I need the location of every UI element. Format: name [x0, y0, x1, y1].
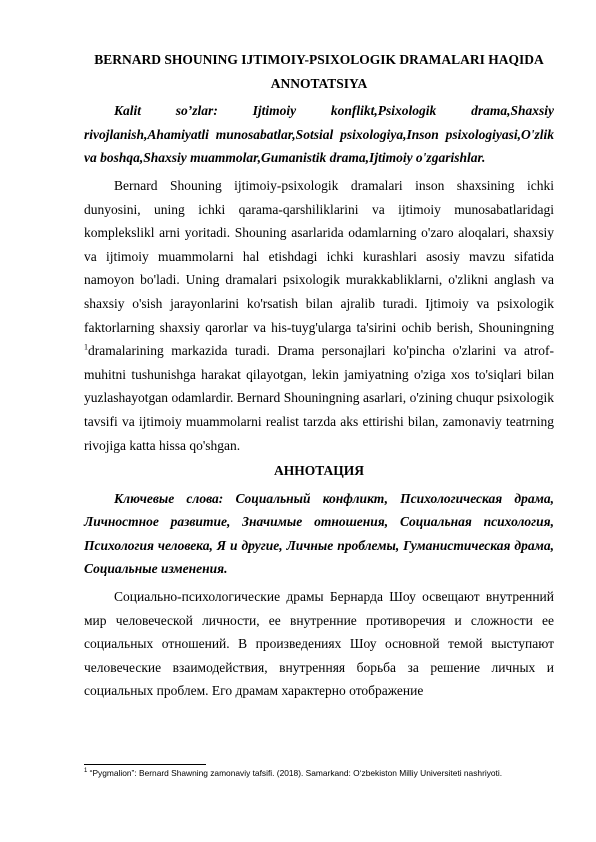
- footnote-reference[interactable]: 1: [84, 342, 88, 352]
- uz-abstract-paragraph: [84, 174, 554, 457]
- footnote: [84, 767, 564, 779]
- uz-title-line2: ANNOTATSIYA: [270, 75, 368, 91]
- uz-abstract-text-2: dramalarining markazida turadi. Drama personajlari ko'pincha o'zlarini va atrof-muhitni tushunishga harakat qilayotgan, lekin jamiyatning o'ziga xos to'siqlari bilan yuzlashayotgan odamlardir. Bernard Shouningning asarlari, o'zining chuqur psixologik tavsifi va ijtimoiy muammolarni realist tarzda aks ettirishi bilan, zamonaviy teatrning rivojiga katta hissa qo'shgan.: [84, 343, 554, 453]
- footnote-mark: 1: [84, 768, 88, 775]
- document-page: [84, 48, 554, 703]
- ru-heading: АННОТАЦИЯ: [273, 463, 365, 479]
- uz-title-line1: BERNARD SHOUNING IJTIMOIY-PSIXOLOGIK DRAMALARI HAQIDA: [94, 52, 544, 67]
- uz-abstract-text-1: Bernard Shouning ijtimoiy-psixologik dramalari inson shaxsining ichki dunyosini, uning ichki qarama-qarshiliklarini va ijtimoiy munosabatlaridagi komplekslikl arni yoritadi. Shouning asarlarida odamlarning o'zaro aloqalari, shaxsiy va ijtimoiy muammolarni hal etishdagi ichki kurashlari asosiy mavzu sifatida namoyon bo'ladi. Uning dramalari psixologik murakkabliklarni, o'zlikni anglash va shaxsiy o'sish jarayonlarini ko'rsatish bilan ajralib turadi. Ijtimoiy va psixologik faktorlarning shaxsiy qarorlar va his-tuyg'ularga ta'sirini ochib berish, Shouningning: [84, 177, 554, 335]
- uz-keywords: Kalit so’zlar: Ijtimoiy konflikt,Psixologik drama,Shaxsiy rivojlanish,Ahamiyatli munosabatlar,Sotsial psixologiya,Inson psixologiyasi,O'zlik va boshqa,Shaxsiy muammolar,Gumanistik drama,Ijtimoiy o'zgarishlar.: [84, 103, 554, 166]
- footnote-separator: [84, 764, 206, 765]
- footnote-text: “Pygmalion”: Bernard Shawning zamonaviy tafsifi. (2018). Samarkand: O‘zbekiston Milliy Universiteti nashriyoti.: [87, 768, 503, 778]
- ru-keywords: Ключевые слова: Социальный конфликт, Психологическая драма, Личностное развитие, Значимые отношения, Социальная психология, Психология человека, Я и другие, Личные проблемы, Гуманистическая драма, Социальные изменения.: [84, 490, 554, 577]
- ru-abstract-paragraph: Социально-психологические драмы Бернарда Шоу освещают внутренний мир человеческой личности, ее внутренние противоречия и сложности ее социальных отношений. В произведениях Шоу основной темой выступают человеческие взаимодействия, внутренняя борьба за решение личных и социальных проблем. Его драмам характерно отображение: [84, 589, 554, 699]
